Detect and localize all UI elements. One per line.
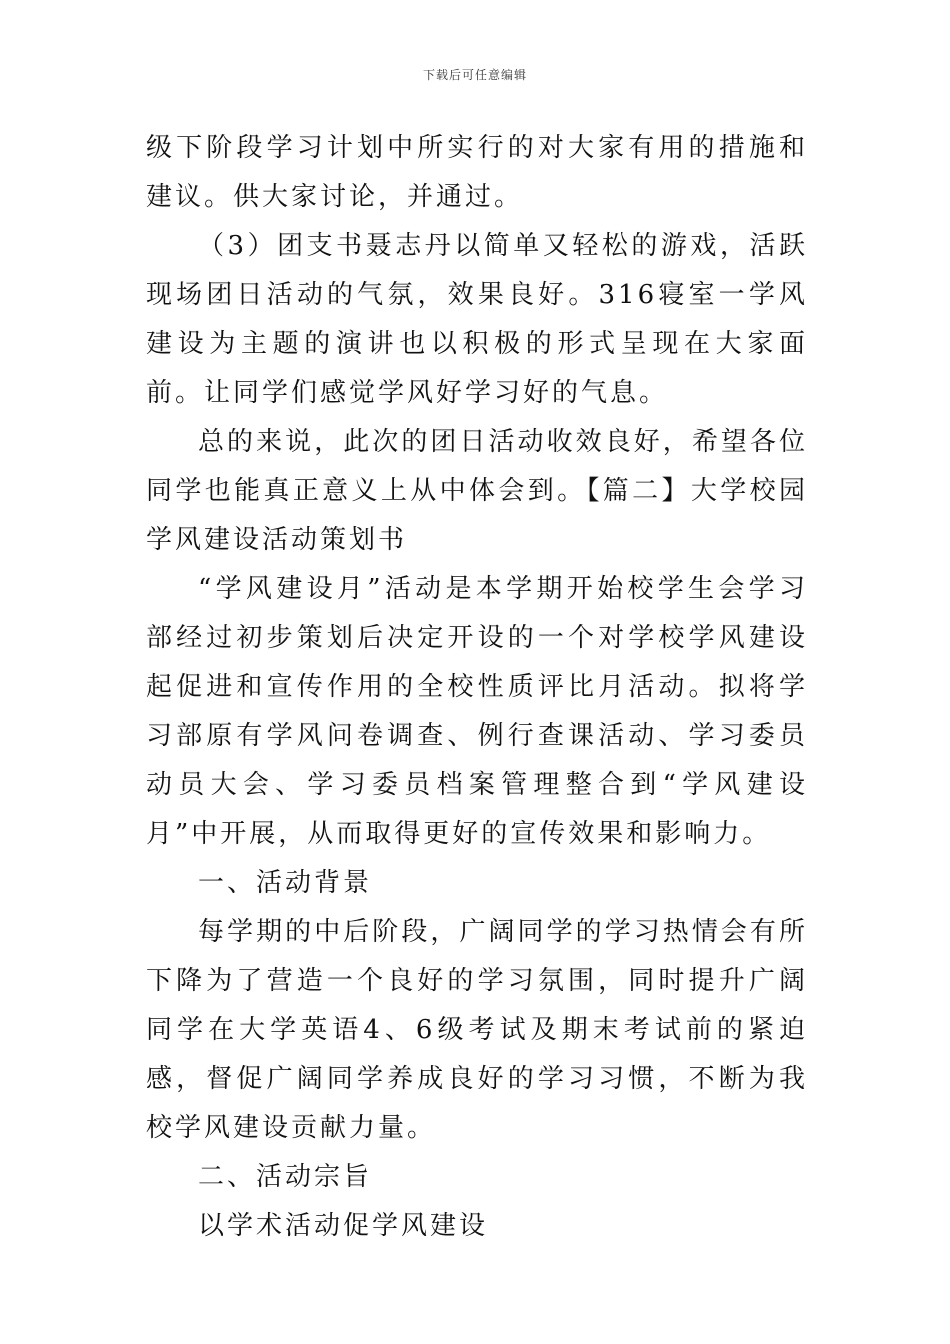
paragraph-purpose: 以学术活动促学风建设 <box>198 1211 489 1241</box>
paragraph-continuation: 级下阶段学习计划中所实行的对大家有用的措施和建议。供大家讨论，并通过。 <box>146 133 808 212</box>
paragraph-summary: 总的来说，此次的团日活动收效良好，希望各位同学也能真正意义上从中体会到。【篇二】大学校园学风建设活动策划书 <box>146 427 808 555</box>
section-heading-purpose: 二、活动宗旨 <box>198 1162 373 1192</box>
page-header: 下载后可任意编辑 <box>422 68 527 82</box>
section-heading-background: 一、活动背景 <box>198 868 373 898</box>
paragraph-league-activity: （3）团支书聂志丹以简单又轻松的游戏，活跃现场团日活动的气氛，效果良好。316寝室一学风建设为主题的演讲也以积极的形式呈现在大家面前。让同学们感觉学风好学习好的气息。 <box>146 231 808 408</box>
paragraph-study-month-intro: “学风建设月”活动是本学期开始校学生会学习部经过初步策划后决定开设的一个对学校学风建设起促进和宣传作用的全校性质评比月活动。拟将学习部原有学风问卷调查、例行查课活动、学习委员动员大会、学习委员档案管理整合到“学风建设月”中开展，从而取得更好的宣传效果和影响力。 <box>146 574 808 849</box>
document-body <box>146 124 808 1251</box>
paragraph-background: 每学期的中后阶段，广阔同学的学习热情会有所下降为了营造一个良好的学习氛围，同时提升广阔同学在大学英语4、6级考试及期末考试前的紧迫感，督促广阔同学养成良好的学习习惯，不断为我校学风建设贡献力量。 <box>146 917 808 1143</box>
